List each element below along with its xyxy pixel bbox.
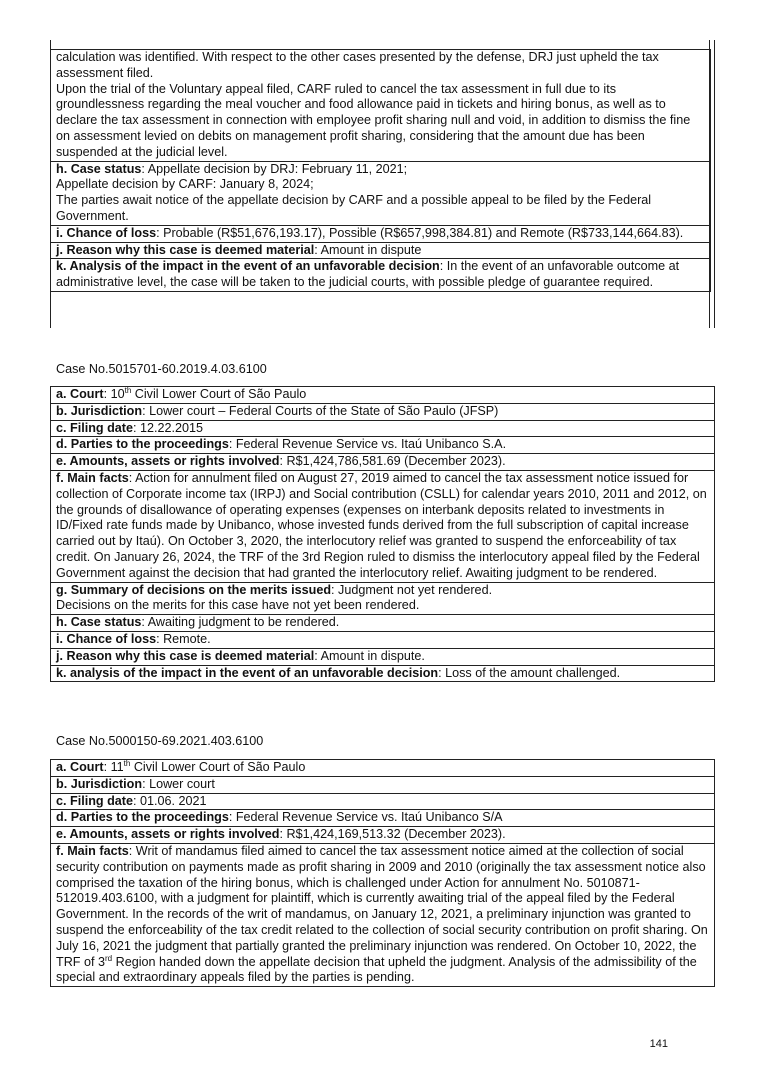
filing-date-label: c. Filing date	[56, 420, 133, 435]
jurisdiction-value: : Lower court	[142, 776, 215, 791]
facts-continued-para-2: Upon the trial of the Voluntary appeal filed, CARF ruled to cancel the tax assessment in full due to its groundlessness regarding the meal voucher and food allowance paid in tickets and hiring bonus, as well as to declare the tax assessment in connection with employee profit sharing null and void, in addition to dismiss the fine on assessment levied on debits on management profit sharing, considering that the amount due has been suspended at the judicial level.	[56, 81, 691, 159]
amounts-value: : R$1,424,169,513.32 (December 2023).	[279, 827, 506, 842]
chance-of-loss-label: i. Chance of loss	[56, 225, 157, 240]
amounts-row	[51, 826, 714, 843]
parties-label: d. Parties to the proceedings	[56, 437, 229, 452]
facts-continued-row	[51, 50, 710, 161]
impact-analysis-row	[51, 665, 714, 682]
facts-continued-para-1: calculation was identified. With respect to the other cases presented by the defense, DRJ just upheld the tax assessment filed.	[56, 50, 659, 80]
parties-value: : Federal Revenue Service vs. Itaú Unibanco S/A	[228, 810, 503, 825]
amounts-label: e. Amounts, assets or rights involved	[56, 454, 280, 469]
parties-value: : Federal Revenue Service vs. Itaú Unibanco S.A.	[228, 437, 507, 452]
filing-date-row	[51, 420, 714, 437]
case-heading: Case No.5015701-60.2019.4.03.6100	[56, 362, 267, 376]
court-row	[51, 387, 714, 403]
parties-row	[51, 809, 714, 826]
filing-date-value: : 12.22.2015	[132, 420, 204, 435]
court-value: Civil Lower Court of São Paulo	[130, 760, 306, 774]
case-status-line-1: : Appellate decision by DRJ: February 11, 2021;	[141, 161, 408, 176]
case-table	[50, 759, 715, 987]
case-status-row	[51, 614, 714, 631]
reason-material-label: j. Reason why this case is deemed material	[56, 242, 315, 257]
amounts-row	[51, 453, 714, 470]
amounts-value: : R$1,424,786,581.69 (December 2023).	[279, 454, 506, 469]
court-number: : 10	[103, 387, 125, 401]
reason-material-row	[51, 242, 710, 259]
main-facts-value: : Action for annulment filed on August 27, 2019 aimed to cancel the tax assessment notice issued for collection of Corporate income tax (IRPJ) and Social contribution (CSLL) for calendar years 2010, 2011 and 2012, on the grounds of disallowance of operating expenses (expenses on interbank deposits related to investments in ID/Fixed rate funds made by Unibanco, whose invested funds derived from the full subscription of capital increase carried out by Itaú). On October 3, 2020, the interlocutory relief was granted to suspend the enforceability of tax credit. On January 26, 2024, the TRF of the 3rd Region ruled to dismiss the interlocutory appeal filed by the Federal Government against the decision that had granted the interlocutory relief. Awaiting judgment to be rendered.	[56, 470, 707, 580]
chance-of-loss-value: : Probable (R$51,676,193.17), Possible (R$657,998,384.81) and Remote (R$733,144,664.83).	[156, 225, 684, 240]
court-row	[51, 760, 714, 776]
chance-of-loss-value: : Remote.	[156, 631, 211, 646]
main-facts-row	[51, 843, 714, 986]
case-status-row	[51, 161, 710, 225]
amounts-label: e. Amounts, assets or rights involved	[56, 827, 280, 842]
court-label: a. Court	[56, 387, 104, 401]
main-facts-value: : Writ of mandamus filed aimed to cancel the tax assessment notice aimed at the collection of social security contribution on payments made as profit sharing in 2009 and 2010 (originally the tax assessment notice also comprised the taxation of the hiring bonus, which is challenged under Action for annulment No. 5010871-512019.403.6100, with a judgment for plaintiff, which is currently awaiting trial of the appeal filed by the Federal Government. In the records of the writ of mandamus, on January 12, 2021, a preliminary injunction was granted to suspend the enforceability of the tax credit related to the collection of social security contribution on profit sharing. On July 16, 2021 the judgment that partially granted the preliminary injunction was rendered. On October 10, 2022, the TRF of 3	[56, 843, 708, 969]
jurisdiction-label: b. Jurisdiction	[56, 776, 143, 791]
decisions-summary-value: : Judgment not yet rendered.	[331, 582, 493, 597]
court-value: Civil Lower Court of São Paulo	[131, 387, 307, 401]
impact-analysis-value: : In the event of an unfavorable outcome at administrative level, the case will be taken to the judicial courts, with possible pledge of guarantee required.	[56, 259, 680, 290]
reason-material-label: j. Reason why this case is deemed material	[56, 648, 315, 663]
decisions-summary-row	[51, 582, 714, 615]
reason-material-row	[51, 648, 714, 665]
case-status-label: h. Case status	[56, 161, 142, 176]
parties-row	[51, 436, 714, 453]
impact-analysis-row	[51, 258, 710, 291]
jurisdiction-row	[51, 403, 714, 420]
impact-analysis-label: k. analysis of the impact in the event of an unfavorable decision	[56, 665, 439, 680]
case-status-line-3: The parties await notice of the appellate decision by CARF and a possible appeal to be filed by the Federal Government.	[56, 193, 652, 223]
filing-date-label: c. Filing date	[56, 793, 133, 808]
main-facts-label: f. Main facts	[56, 843, 129, 858]
court-ordinal: th	[123, 758, 131, 768]
filing-date-value: : 01.06. 2021	[132, 793, 207, 808]
case-table-continued	[50, 49, 711, 292]
main-facts-label: f. Main facts	[56, 470, 129, 485]
reason-material-value: : Amount in dispute.	[314, 648, 425, 663]
case-table	[50, 386, 715, 682]
decisions-summary-note: Decisions on the merits for this case have not yet been rendered.	[56, 598, 420, 613]
main-facts-value-cont: Region handed down the appellate decision that upheld the judgment. Analysis of the admissibility of the special and extraordinary appeals filed by the parties is pending.	[56, 954, 697, 985]
impact-analysis-value: : Loss of the amount challenged.	[438, 665, 621, 680]
court-ordinal: th	[124, 385, 132, 395]
chance-of-loss-row	[51, 631, 714, 648]
impact-analysis-label: k. Analysis of the impact in the event of an unfavorable decision	[56, 259, 440, 274]
page-number: 141	[649, 1038, 668, 1050]
jurisdiction-value: : Lower court – Federal Courts of the State of São Paulo (JFSP)	[142, 403, 499, 418]
court-label: a. Court	[56, 760, 104, 774]
filing-date-row	[51, 793, 714, 810]
chance-of-loss-row	[51, 225, 710, 242]
main-facts-ordinal: rd	[105, 953, 113, 963]
reason-material-value: : Amount in dispute	[314, 242, 422, 257]
case-status-line-2: Appellate decision by CARF: January 8, 2024;	[56, 177, 314, 192]
jurisdiction-label: b. Jurisdiction	[56, 403, 143, 418]
case-status-value: : Awaiting judgment to be rendered.	[141, 615, 340, 630]
chance-of-loss-label: i. Chance of loss	[56, 631, 157, 646]
parties-label: d. Parties to the proceedings	[56, 810, 229, 825]
jurisdiction-row	[51, 776, 714, 793]
court-number: : 11	[103, 760, 124, 774]
case-status-label: h. Case status	[56, 615, 142, 630]
main-facts-row	[51, 470, 714, 582]
case-heading: Case No.5000150-69.2021.403.6100	[56, 734, 264, 748]
decisions-summary-label: g. Summary of decisions on the merits issued	[56, 582, 332, 597]
